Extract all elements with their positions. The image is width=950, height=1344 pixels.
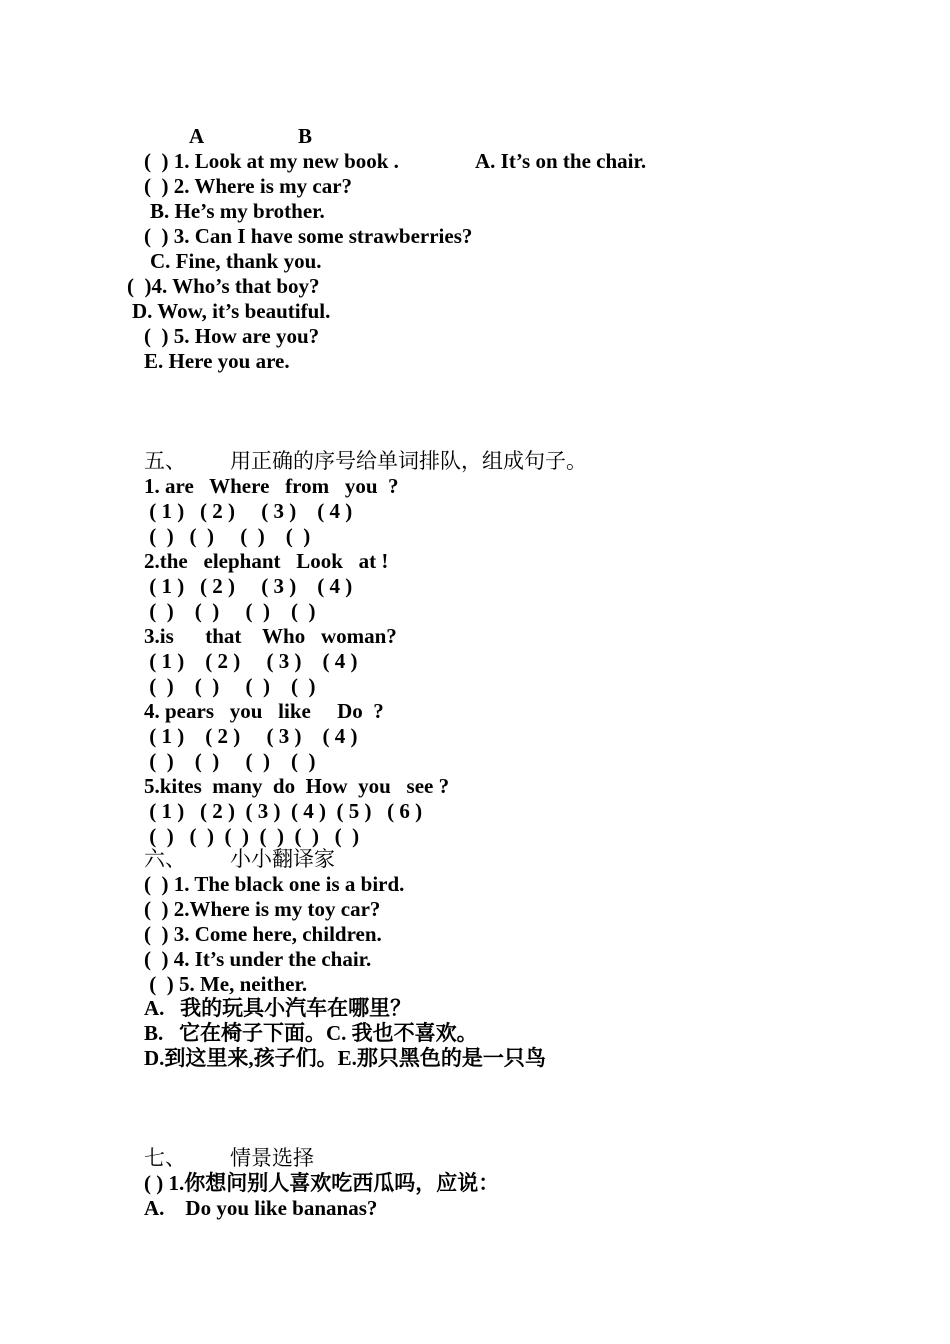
order-numbers-3: ( 1 ) ( 2 ) ( 3 ) ( 4 ) <box>144 649 358 673</box>
order-blanks-2: ( ) ( ) ( ) ( ) <box>144 599 316 623</box>
match-question-1: ( ) 1. Look at my new book . <box>144 149 399 173</box>
section-5-number: 五、 <box>144 449 186 473</box>
match-answer-d: D. Wow, it’s beautiful. <box>132 299 331 323</box>
section-5-title: 用正确的序号给单词排队，组成句子。 <box>230 449 587 473</box>
order-words-5: 5.kites many do How you see ? <box>144 774 450 798</box>
order-numbers-4: ( 1 ) ( 2 ) ( 3 ) ( 4 ) <box>144 724 358 748</box>
section-6-number: 六、 <box>144 847 186 871</box>
order-words-4: 4. pears you like Do ? <box>144 699 384 723</box>
order-numbers-2: ( 1 ) ( 2 ) ( 3 ) ( 4 ) <box>144 574 353 598</box>
order-blanks-1: ( ) ( ) ( ) ( ) <box>144 524 311 548</box>
translate-item-5: ( ) 5. Me, neither. <box>144 972 308 996</box>
translate-item-1: ( ) 1. The black one is a bird. <box>144 872 405 896</box>
section-7-title: 情景选择 <box>230 1146 314 1170</box>
order-blanks-4: ( ) ( ) ( ) ( ) <box>144 749 316 773</box>
match-question-4: ( )4. Who’s that boy? <box>127 274 320 298</box>
section-7-number: 七、 <box>144 1146 186 1170</box>
column-a-header: A <box>189 124 205 148</box>
order-numbers-1: ( 1 ) ( 2 ) ( 3 ) ( 4 ) <box>144 499 353 523</box>
translate-option-a: A. 我的玩具小汽车在哪里？ <box>144 996 412 1020</box>
section-6-title: 小小翻译家 <box>230 847 335 871</box>
order-numbers-5: ( 1 ) ( 2 ) ( 3 ) ( 4 ) ( 5 ) ( 6 ) <box>144 799 423 823</box>
match-answer-c: C. Fine, thank you. <box>150 249 322 273</box>
situation-option-a: A. Do you like bananas? <box>144 1196 378 1220</box>
translate-option-b-c: B. 它在椅子下面。C. 我也不喜欢。 <box>144 1021 478 1045</box>
order-blanks-3: ( ) ( ) ( ) ( ) <box>144 674 316 698</box>
order-words-1: 1. are Where from you ? <box>144 474 399 498</box>
translate-item-4: ( ) 4. It’s under the chair. <box>144 947 372 971</box>
match-question-2: ( ) 2. Where is my car? <box>144 174 353 198</box>
match-answer-e: E. Here you are. <box>144 349 290 373</box>
match-question-5: ( ) 5. How are you? <box>144 324 320 348</box>
column-b-header: B <box>298 124 313 148</box>
translate-item-2: ( ) 2.Where is my toy car? <box>144 897 381 921</box>
order-words-3: 3.is that Who woman? <box>144 624 397 648</box>
match-question-3: ( ) 3. Can I have some strawberries? <box>144 224 473 248</box>
order-words-2: 2.the elephant Look at ! <box>144 549 389 573</box>
order-blanks-5: ( ) ( ) ( ) ( ) ( ) ( ) <box>144 824 360 848</box>
translate-option-d-e: D.到这里来,孩子们。E.那只黑色的是一只鸟 <box>144 1046 546 1070</box>
match-answer-b: B. He’s my brother. <box>150 199 325 223</box>
match-answer-a: A. It’s on the chair. <box>475 149 647 173</box>
situation-question-1: ( ) 1.你想问别人喜欢吃西瓜吗，应说： <box>144 1171 500 1195</box>
translate-item-3: ( ) 3. Come here, children. <box>144 922 382 946</box>
